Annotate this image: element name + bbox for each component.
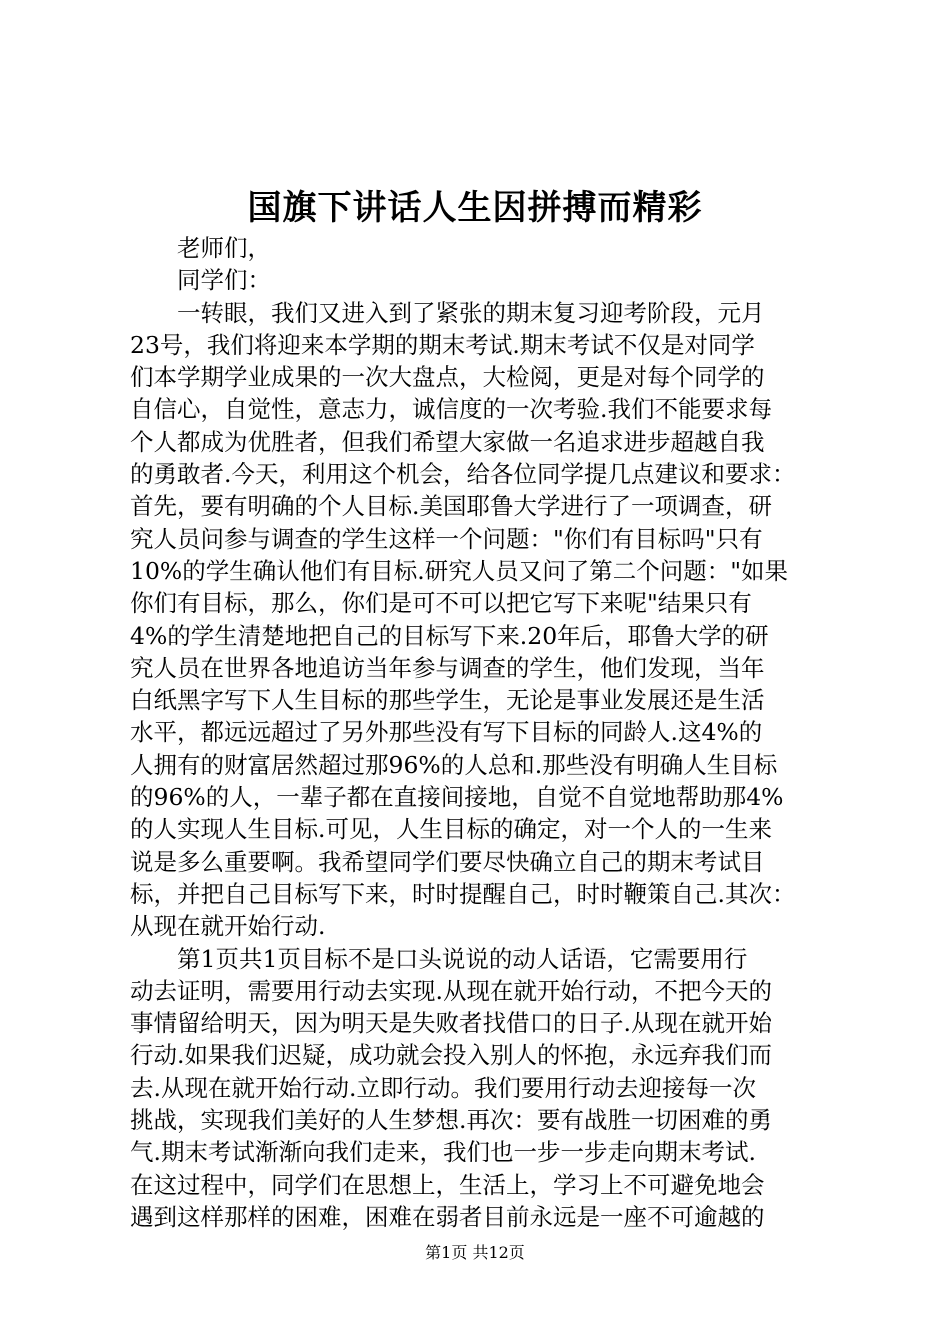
body-paragraph-2: 第1页共1页目标不是口头说说的动人话语，它需要用行 动去证明，需要用行动去实现.从现在就开始行动，不把今天的 事情留给明天，因为明天是失败者找借口的日子.从现在就开始 行动.如果我们迟疑，成功就会投入别人的怀抱，永远弃我们而 去.从现在就开始行动.立即行动。我们要用行动去迎接每一次 挑战，实现我们美好的人生梦想.再次：要有战胜一切困难的勇 气.期末考试渐渐向我们走来，我们也一步一步走向期末考试. 在这过程中，同学们在思想上，生活上，学习上不可避免地会 遇到这样那样的困难，困难在弱者目前永远是一座不可逾越的 bbox=[130, 944, 772, 1231]
document-body bbox=[130, 232, 827, 1233]
body-paragraph-1: 一转眼，我们又进入到了紧张的期末复习迎考阶段，元月 23号，我们将迎来本学期的期末考试.期末考试不仅是对同学 们本学期学业成果的一次大盘点，大检阅，更是对每个同学的 自信心，自觉性，意志力，诚信度的一次考验.我们不能要求每 个人都成为优胜者，但我们希望大家做一名追求进步超越自我 的勇敢者.今天，利用这个机会，给各位同学提几点建议和要求： 首先，要有明确的个人目标.美国耶鲁大学进行了一项调查，研 究人员问参与调查的学生这样一个问题："你们有目标吗"只有 10%的学生确认他们有目标.研究人员又问了第二个问题："如果 你们有目标，那么，你们是可不可以把它写下来呢"结果只有 4%的学生清楚地把自己的目标写下来.20年后，耶鲁大学的研 究人员在世界各地追访当年参与调查的学生，他们发现，当年 白纸黑字写下人生目标的那些学生，无论是事业发展还是生活 水平，都远远超过了另外那些没有写下目标的同龄人.这4%的 人拥有的财富居然超过那96%的人总和.那些没有明确人生目标 的96%的人，一辈子都在直接间接地，自觉不自觉地帮助那4% 的人实现人生目标.可见，人生目标的确定，对一个人的一生来 说是多么重要啊。我希望同学们要尽快确立自己的期末考试目 标，并把自己目标写下来，时时提醒自己，时时鞭策自己.其次： 从现在就开始行动. bbox=[130, 298, 796, 941]
page-footer: 第1页 共12页 bbox=[425, 1243, 525, 1262]
greeting-students: 同学们： bbox=[177, 266, 271, 295]
greeting-teachers: 老师们， bbox=[177, 234, 271, 262]
document-title: 国旗下讲话人生因拼搏而精彩 bbox=[247, 188, 703, 228]
